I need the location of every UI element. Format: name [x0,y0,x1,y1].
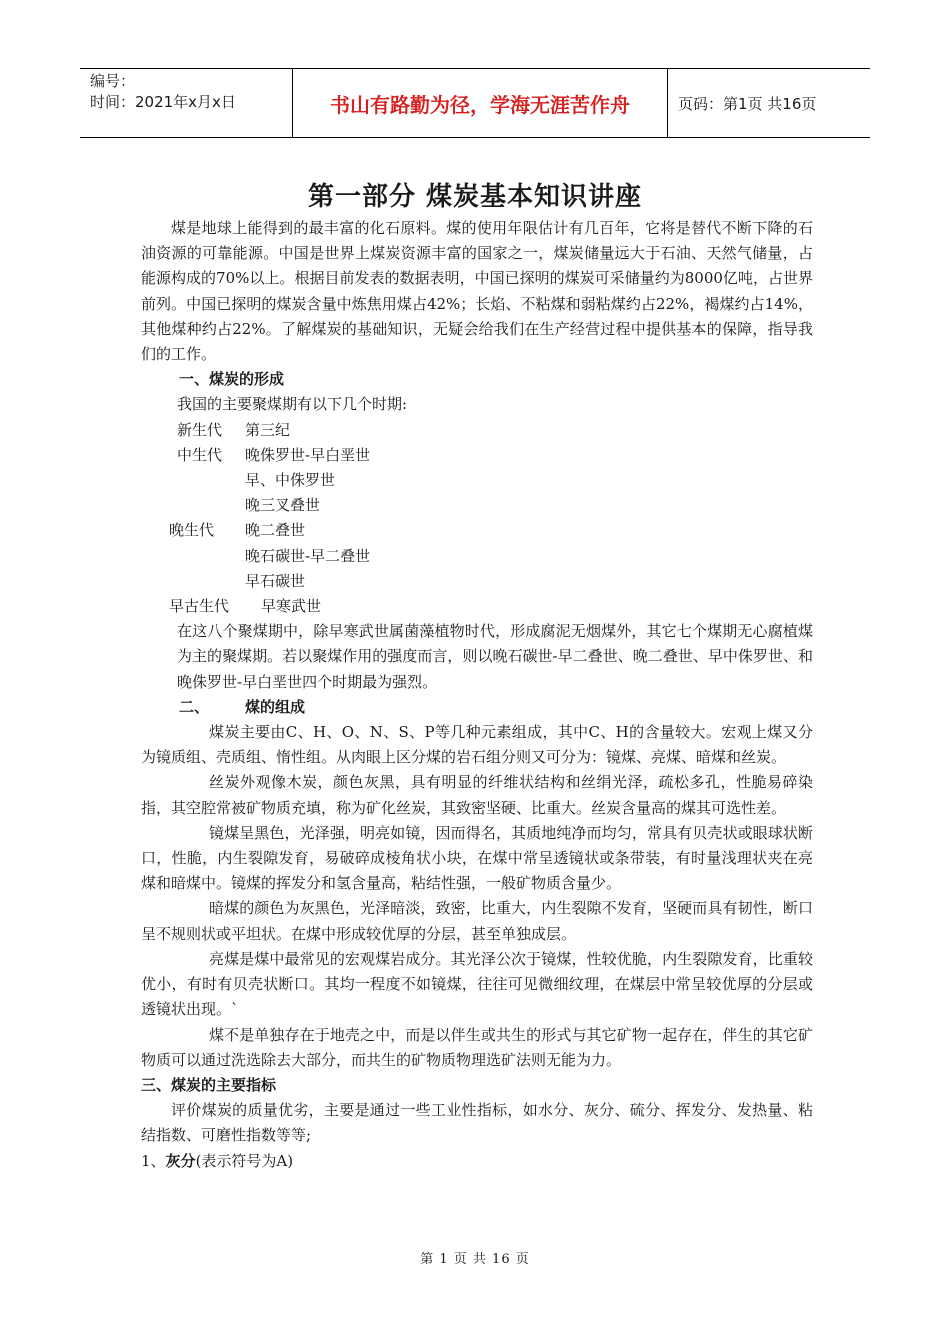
page-info-cell [668,69,870,137]
section2-heading-num: 二、 [179,697,210,716]
header-left-cell [80,69,293,137]
document-body [141,216,813,1174]
period-row [141,518,813,543]
section3-lead: 评价煤炭的质量优劣，主要是通过一些工业性指标，如水分、灰分、硫分、挥发分、发热量、粘结指数、可磨性指数等等; [141,1101,813,1145]
period-row [141,594,813,619]
period-epoch: 早石碳世 [245,571,306,590]
period-epoch: 早、中侏罗世 [245,471,336,490]
period-era: 早古生代 [169,597,230,616]
period-row [141,544,813,569]
section2-heading [141,695,813,720]
header-table [80,68,870,138]
period-era: 新生代 [177,420,223,439]
item-name: 灰分 [165,1151,196,1170]
paragraph: 煤不是单独存在于地壳之中，而是以伴生或共生的形式与其它矿物一起存在，伴生的其它矿物质可以通过洗选除去大部分，而共生的矿物质物理选矿法则无能为力。 [141,1025,813,1069]
period-epoch: 第三纪 [245,420,291,439]
paragraph: 亮煤是煤中最常见的宏观煤岩成分。其光泽公次于镜煤，性较优脆，内生裂隙发育，比重较优小，有时有贝壳状断口。其均一程度不如镜煤，往往可见微细纹理，在煤层中常呈较优厚的分层或透镜状出现。` [141,949,813,1019]
period-epoch: 早寒武世 [261,597,322,616]
page-footer: 第 1 页 共 16 页 [420,1252,530,1267]
period-row [141,418,813,443]
item-note: (表示符号为A) [195,1151,294,1170]
intro-paragraph: 煤是地球上能得到的最丰富的化石原料。煤的使用年限估计有几百年，它将是替代不断下降的石油资源的可靠能源。中国是世界上煤炭资源丰富的国家之一，煤炭储量远大于石油、天然气储量，占能源构成的70%以上。根据目前发表的数据表明，中国已探明的煤炭可采储量约为8000亿吨，占世界前列。中国已探明的煤炭含量中炼焦用煤占42%；长焰、不粘煤和弱粘煤约占22%，褐煤约占14%，其他煤种约占22%。了解煤炭的基础知识，无疑会给我们在生产经营过程中提供基本的保障，指导我们的工作。 [141,219,813,364]
paragraph: 煤炭主要由C、H、O、N、S、P等几种元素组成，其中C、H的含量较大。宏观上煤又分为镜质组、壳质组、惰性组。从肉眼上区分煤的岩石组分则又可分为：镜煤、亮煤、暗煤和丝炭。 [141,723,813,767]
section2-heading-text: 煤的组成 [245,697,306,716]
paragraph: 镜煤呈黑色，光泽强，明亮如镜，因而得名，其质地纯净而均匀，常具有贝壳状或眼球状断口，性脆，内生裂隙发育，易破碎成棱角状小块，在煤中常呈透镜状或条带装，有时量浅理状夹在亮煤和暗煤中。镜煤的挥发分和氢含量高，粘结性强，一般矿物质含量少。 [141,823,813,893]
period-epoch: 晚石碳世-早二叠世 [245,546,371,565]
summary-text: 在这八个聚煤期中，除早寒武世属菌藻植物时代，形成腐泥无烟煤外，其它七个煤期无心腐植煤为主的聚煤期。若以聚煤作用的强度而言，则以晚石碳世-早二叠世、晚二叠世、早中侏罗世、和晚侏罗世-早白垩世四个时期最为强烈。 [177,622,813,691]
date-label: 时间：2021年x月x日 [90,93,236,111]
motto-cell [293,69,668,137]
motto: 书山有路勤为径，学海无涯苦作舟 [330,92,630,117]
page-info: 页码：第1页 共16页 [678,94,817,113]
number-label: 编号： [90,72,136,90]
period-era: 中生代 [177,445,223,464]
indicator-item-ash [141,1149,813,1174]
item-number: 1、 [141,1151,166,1170]
section1-lead: 我国的主要聚煤期有以下几个时期: [177,395,408,414]
paragraph: 暗煤的颜色为灰黑色，光泽暗淡，致密，比重大，内生裂隙不发育，坚硬而具有韧性，断口呈不规则状或平坦状。在煤中形成较优厚的分层，甚至单独成层。 [141,899,813,943]
period-row [141,569,813,594]
document-title: 第一部分 煤炭基本知识讲座 [307,182,643,212]
period-row [141,443,813,468]
period-era: 晚生代 [169,521,215,540]
period-epoch: 晚二叠世 [245,521,306,540]
period-epoch: 晚侏罗世-早白垩世 [245,445,371,464]
period-epoch: 晚三叉叠世 [245,496,321,515]
section1-heading: 一、煤炭的形成 [179,370,285,389]
period-row [141,493,813,518]
section1-summary [141,619,813,695]
paragraph: 丝炭外观像木炭，颜色灰黑，具有明显的纤维状结构和丝绢光泽，疏松多孔，性脆易碎染指，其空腔常被矿物质充填，称为矿化丝炭，其致密坚硬、比重大。丝炭含量高的煤其可选性差。 [141,773,813,817]
section3-heading: 三、煤炭的主要指标 [141,1075,277,1094]
period-row [141,468,813,493]
